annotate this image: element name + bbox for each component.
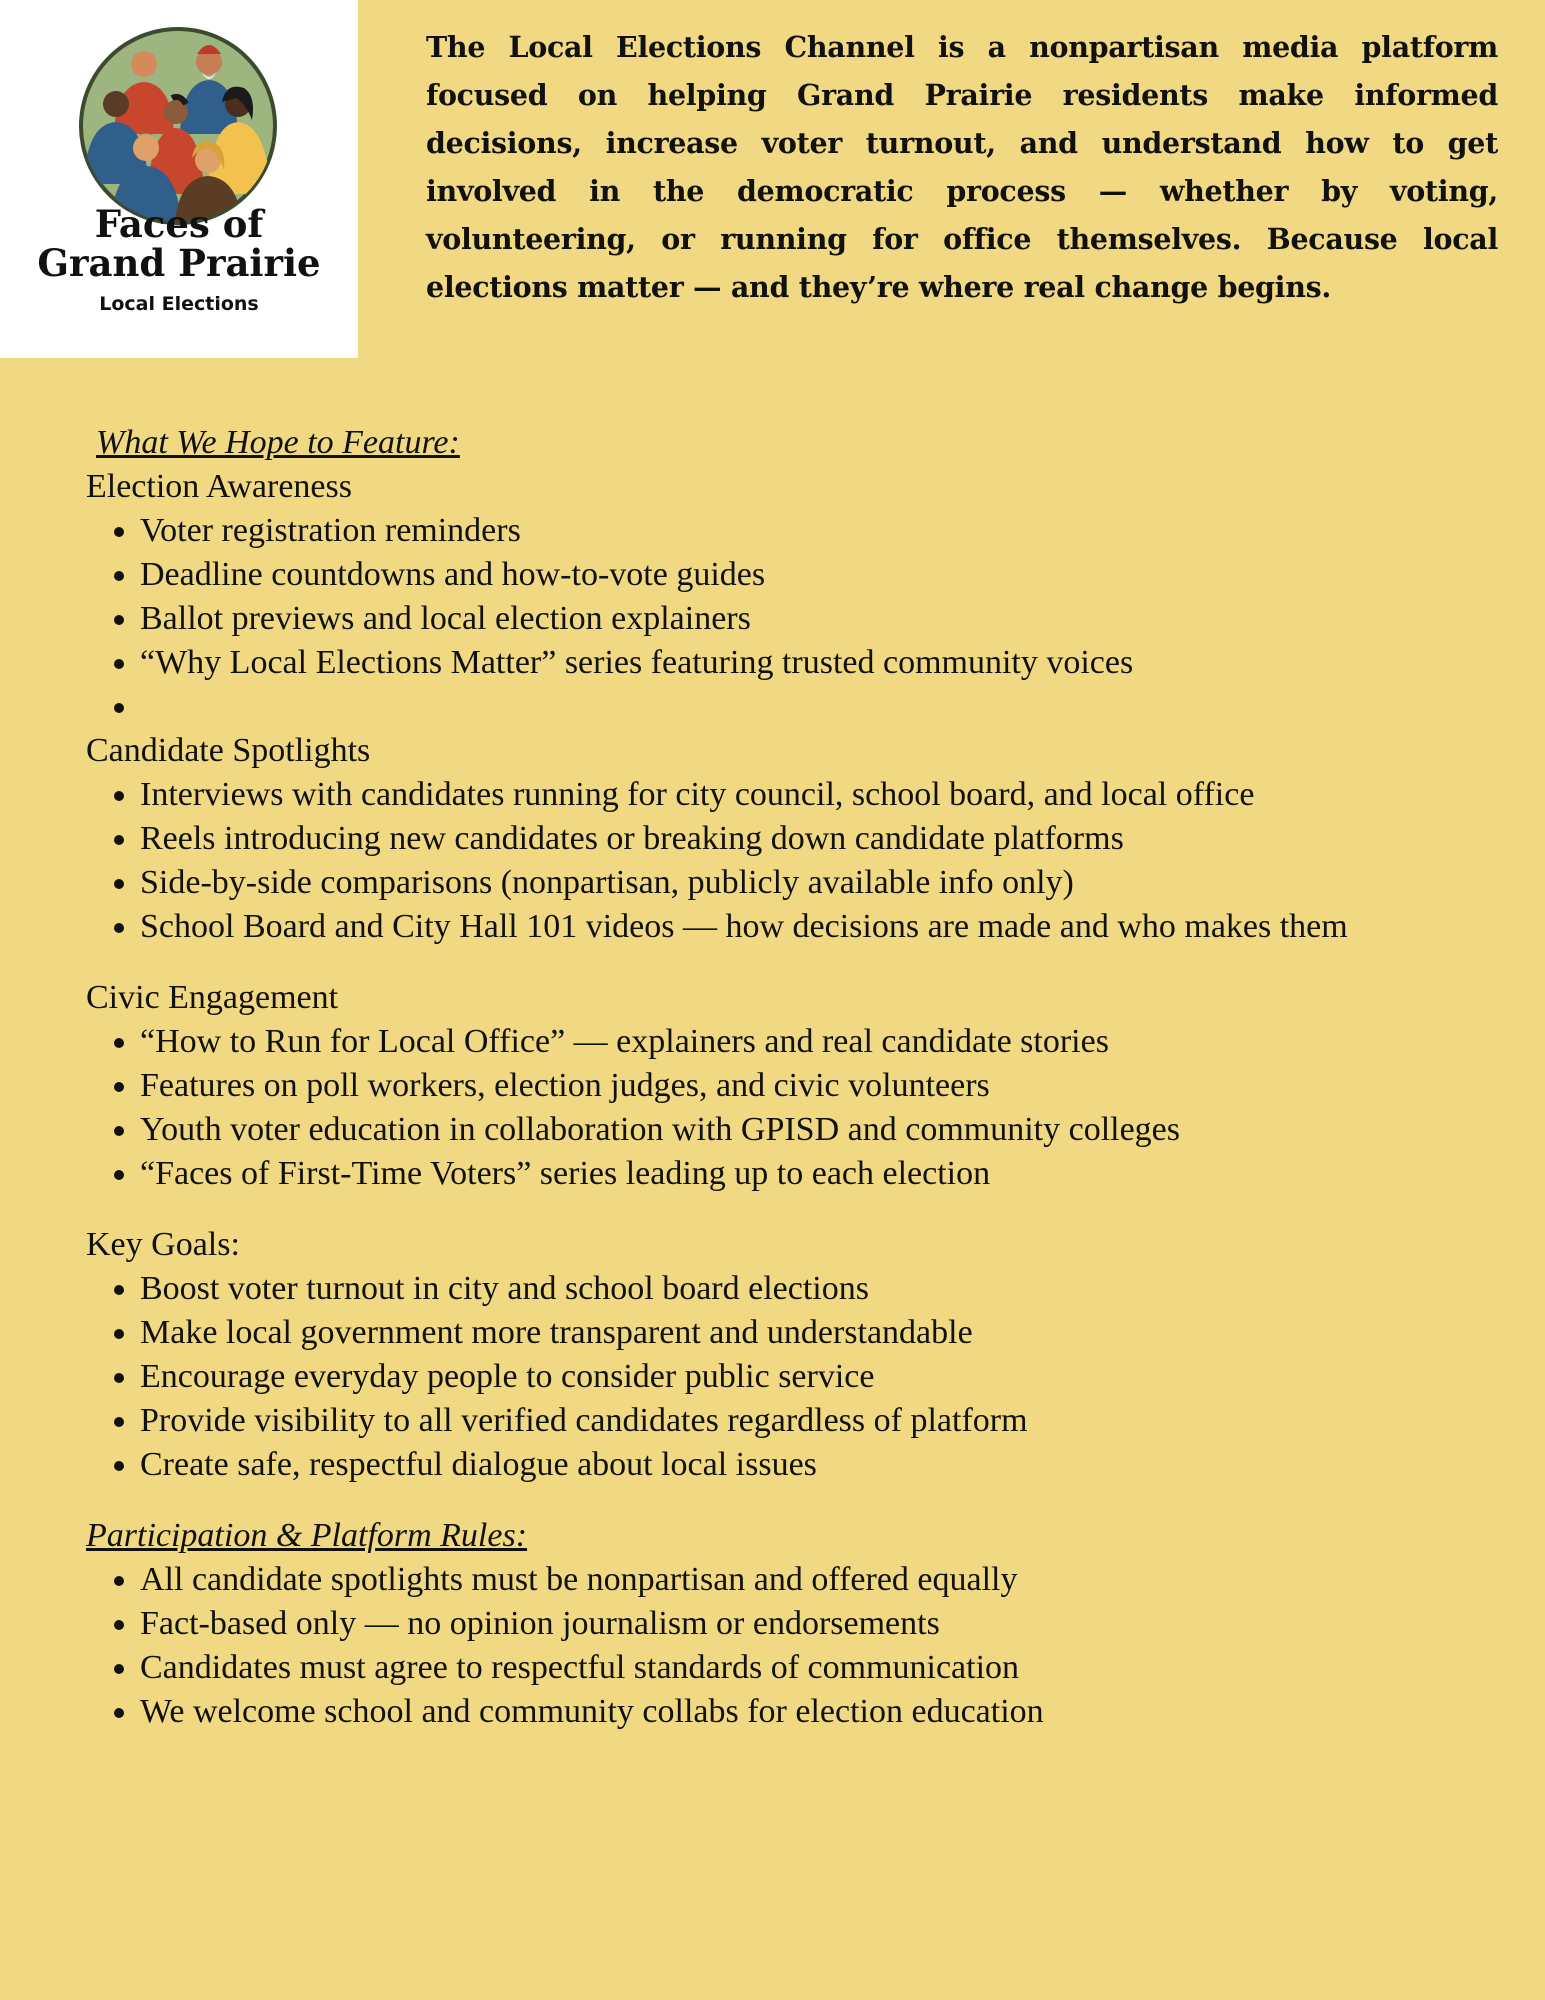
feature-heading: What We Hope to Feature: — [96, 424, 460, 461]
list-item: • Youth voter education in collaboration with GPISD and community colleges — [140, 1108, 1486, 1152]
spacer — [86, 1487, 1486, 1514]
list-item: • Boost voter turnout in city and school board elections — [140, 1267, 1486, 1311]
list-item: • Ballot previews and local election explainers — [140, 597, 1486, 641]
list-item: • “How to Run for Local Office” — explainers and real candidate stories — [140, 1020, 1486, 1064]
section-title-key-goals: Key Goals: — [86, 1226, 240, 1263]
list-item: • Create safe, respectful dialogue about local issues — [140, 1443, 1486, 1487]
list-item: • “Faces of First-Time Voters” series leading up to each election — [140, 1152, 1486, 1196]
list-item: • Deadline countdowns and how-to-vote guides — [140, 553, 1486, 597]
people-group-logo-icon — [76, 24, 280, 228]
spacer — [86, 949, 1486, 976]
list-item: • Reels introducing new candidates or breaking down candidate platforms — [140, 817, 1486, 861]
list-item: • Side-by-side comparisons (nonpartisan, publicly available info only) — [140, 861, 1486, 905]
list-item-empty — [140, 685, 1486, 729]
main-content — [86, 421, 1486, 1734]
intro-paragraph: The Local Elections Channel is a nonpartisan media platform focused on helping Grand Prairie residents make informed decisions, increase voter turnout, and understand how to get involved in the democratic process — whether by voting, volunteering, or running for office themselves. Because local elections matter — and they’re where real change begins. — [426, 30, 1498, 304]
logo-title-line-2: Grand Prairie — [37, 241, 321, 285]
rules-list — [86, 1558, 1486, 1734]
list-item: • School Board and City Hall 101 videos — how decisions are made and who makes them — [140, 905, 1486, 949]
list-item: • Interviews with candidates running for city council, school board, and local office — [140, 773, 1486, 817]
section-title-civic-engagement: Civic Engagement — [86, 979, 339, 1016]
key-goals-list — [86, 1267, 1486, 1487]
list-item: • Candidates must agree to respectful standards of communication — [140, 1646, 1486, 1690]
candidate-spotlights-list — [86, 773, 1486, 949]
list-item: • Fact-based only — no opinion journalism or endorsements — [140, 1602, 1486, 1646]
list-item: • Encourage everyday people to consider public service — [140, 1355, 1486, 1399]
list-item: • Features on poll workers, election judges, and civic volunteers — [140, 1064, 1486, 1108]
civic-engagement-list — [86, 1020, 1486, 1196]
list-item: • Provide visibility to all verified candidates regardless of platform — [140, 1399, 1486, 1443]
logo-title-line-1: Faces of — [94, 202, 264, 246]
list-item: • Make local government more transparent and understandable — [140, 1311, 1486, 1355]
spacer — [86, 1196, 1486, 1223]
list-item: • We welcome school and community collabs for election education — [140, 1690, 1486, 1734]
section-title-election-awareness: Election Awareness — [86, 468, 352, 505]
list-item: • All candidate spotlights must be nonpartisan and offered equally — [140, 1558, 1486, 1602]
rules-heading: Participation & Platform Rules: — [86, 1517, 528, 1554]
list-item: • “Why Local Elections Matter” series featuring trusted community voices — [140, 641, 1486, 685]
logo-subtitle: Local Elections — [99, 293, 259, 315]
election-awareness-list — [86, 509, 1486, 729]
section-title-candidate-spotlights: Candidate Spotlights — [86, 732, 371, 769]
list-item: • Voter registration reminders — [140, 509, 1486, 553]
logo-panel — [0, 0, 358, 358]
